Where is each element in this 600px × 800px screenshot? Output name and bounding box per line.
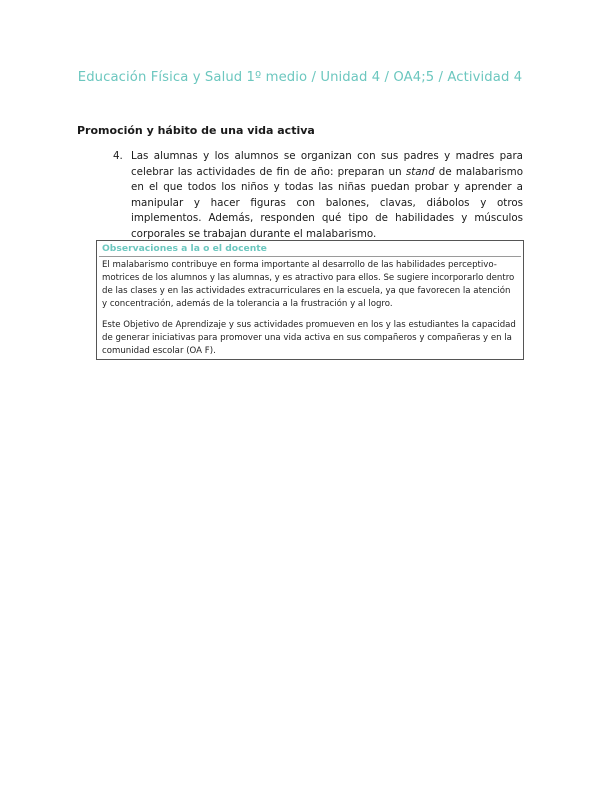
activity-text-italic: stand — [405, 165, 435, 178]
activity-number: 4. — [113, 150, 123, 162]
observations-paragraph-1: El malabarismo contribuye en forma importante al desarrollo de las habilidades perceptivo-motrices de los alumnos y las alumnas, y es atractivo para ellos. Se sugiere incorporarlo dentro de las clases y en las actividades extracurriculares en la escuela, ya que favorecen la atención y concentración, además de la tolerancia a la frustración y al logro. — [102, 260, 515, 309]
document-breadcrumb: Educación Física y Salud 1º medio / Unidad 4 / OA4;5 / Actividad 4 — [77, 70, 523, 85]
observations-paragraph-2: Este Objetivo de Aprendizaje y sus actividades promueven en los y las estudiantes la capacidad de generar iniciativas para promover una vida activa en sus compañeros y compañeras y en la comunidad escolar (OA F). — [102, 320, 516, 356]
section-title: Promoción y hábito de una vida activa — [77, 124, 315, 137]
activity-text — [131, 149, 523, 242]
activity-text-after: de malabarismo en el que todos los niños y todas las niñas puedan probar y aprender a manipular y hacer figuras con balones, clavas, diábolos y otros implementos. Además, responden qué tipo de habilidades y músculos corporales se trabajan durante el malabarismo. — [131, 165, 523, 240]
activity-text-before: Las alumnas y los alumnos se organizan con sus padres y madres para celebrar las actividades de fin de año: preparan un — [131, 150, 523, 178]
observations-divider — [99, 256, 521, 257]
observations-title: Observaciones a la o el docente — [102, 243, 267, 254]
teacher-observations-box — [96, 240, 524, 360]
activity-item — [113, 149, 523, 242]
